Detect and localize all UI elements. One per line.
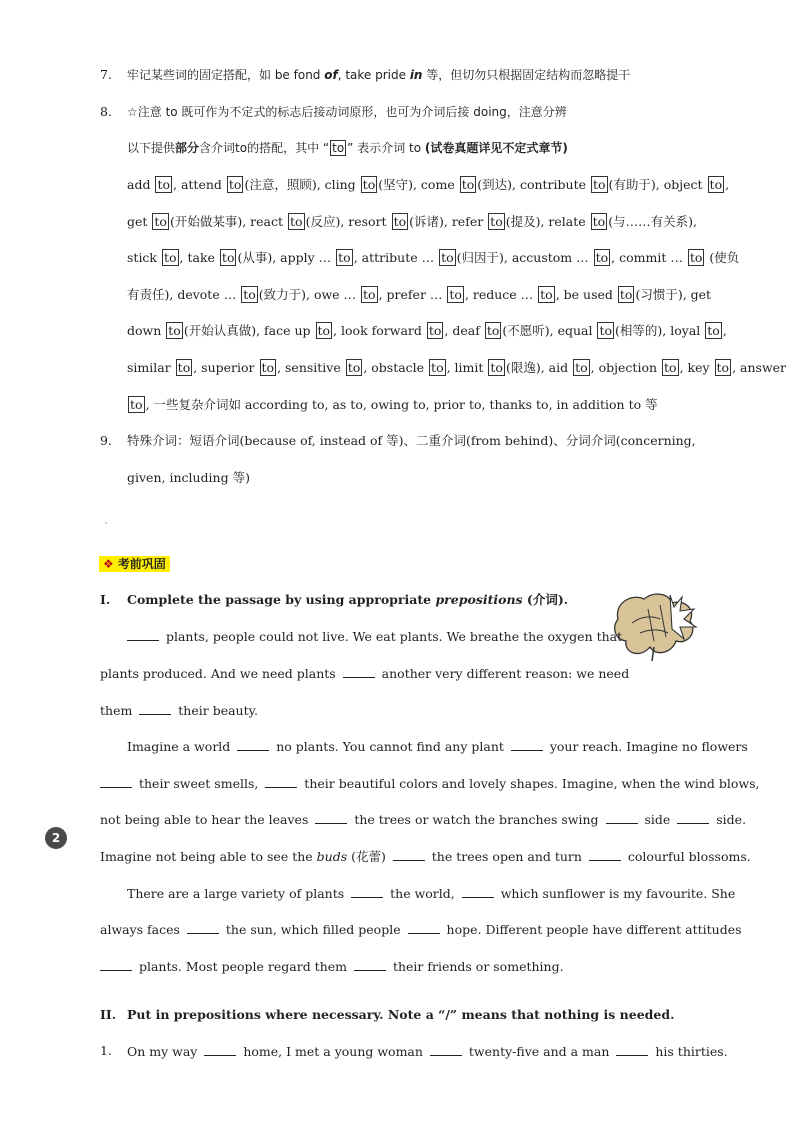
item-text: 牢记某些词的固定搭配，如 be fond of, take pride in 等，但切勿只根据固定结构而忽略提干 [127,68,631,82]
answer-blank[interactable] [265,775,297,788]
answer-blank[interactable] [237,738,269,751]
passage-line: plants, people could not live. We eat plants. We breathe the oxygen that [127,628,622,645]
answer-blank[interactable] [408,921,440,934]
answer-blank[interactable] [343,665,375,678]
item-text: 特殊介词：短语介词(because of, instead of 等)、二重介词(from behind)、分词介词(concerning, [127,433,696,448]
answer-blank[interactable] [606,811,638,824]
collocation-line-5: down to (开始认真做), face up to , look forward to , deaf to (不愿听), equal to (相等的), loyal to , [127,323,727,338]
answer-blank[interactable] [139,702,171,715]
passage-line: Imagine a world no plants. You cannot find any plant your reach. Imagine no flowers [127,739,748,754]
collocation-intro: 以下提供部分含介词to的搭配，其中 “ to ” 表示介词 to (试卷真题详见不定式章节) [127,141,568,155]
passage-line: plants produced. And we need plants another very different reason: we need [100,666,630,681]
collocation-line-1: add to , attend to (注意，照顾), cling to (坚守), come to (到达), contribute to (有助于), object to , [127,177,730,192]
passage-line: them their beauty. [100,703,259,718]
answer-blank[interactable] [187,921,219,934]
leaf-illustration-icon [610,589,700,665]
answer-blank[interactable] [430,1043,462,1056]
collocation-line-6: similar to , superior to , sensitive to , obstacle to , limit to (限逸), aid to , objection to , key to , answer [127,360,787,375]
collocation-line-7: to , 一些复杂介词如 according to, as to, owing to, prior to, thanks to, in addition to 等 [130,397,658,412]
item-text: ☆注意 to 既可作为不定式的标志后接动词原形，也可为介词后接 doing，注意分辨 [127,105,567,119]
passage-line: There are a large variety of plants the world, which sunflower is my favourite. She [127,886,736,901]
item-9-continuation: given, including 等) [127,470,250,485]
page-number-badge: 2 [45,827,67,849]
passage-line: plants. Most people regard them their friends or something. [100,958,564,975]
answer-blank[interactable] [511,738,543,751]
answer-blank[interactable] [354,958,386,971]
answer-blank[interactable] [351,885,383,898]
collocation-line-3: stick to , take to (从事), apply … to , attribute … to (归因于), accustom … to , commit … to (使负 [127,250,740,265]
passage-line: their sweet smells, their beautiful colors and lovely shapes. Imagine, when the wind blows, [100,775,759,792]
answer-blank[interactable] [315,811,347,824]
section-tag: ❖ 考前巩固 [99,556,170,572]
answer-blank[interactable] [462,885,494,898]
passage-line: not being able to hear the leaves the trees or watch the branches swing side side. [100,812,747,827]
answer-blank[interactable] [204,1043,236,1056]
collocation-line-4: 有责任), devote … to (致力于), owe … to , prefer … to , reduce … to , be used to (习惯于), get [127,287,712,302]
passage-line: always faces the sun, which filled people hope. Different people have different attitudes [100,922,742,937]
stray-dot [105,522,107,524]
item-number: 8. [100,104,112,119]
collocation-line-2: get to (开始做某事), react to (反应), resort to (诉诸), refer to (提及), relate to (与……有关系), [127,214,697,229]
answer-blank[interactable] [393,848,425,861]
answer-blank[interactable] [616,1043,648,1056]
passage-line: Imagine not being able to see the buds (花蕾) the trees open and turn colourful blossoms. [100,849,751,864]
answer-blank[interactable] [100,775,132,788]
diamond-star-icon: ❖ [103,557,114,571]
answer-blank[interactable] [677,811,709,824]
answer-blank[interactable] [100,958,132,971]
answer-blank[interactable] [127,628,159,641]
item-number: 7. [100,67,112,82]
answer-blank[interactable] [589,848,621,861]
item-number: 9. [100,433,112,448]
